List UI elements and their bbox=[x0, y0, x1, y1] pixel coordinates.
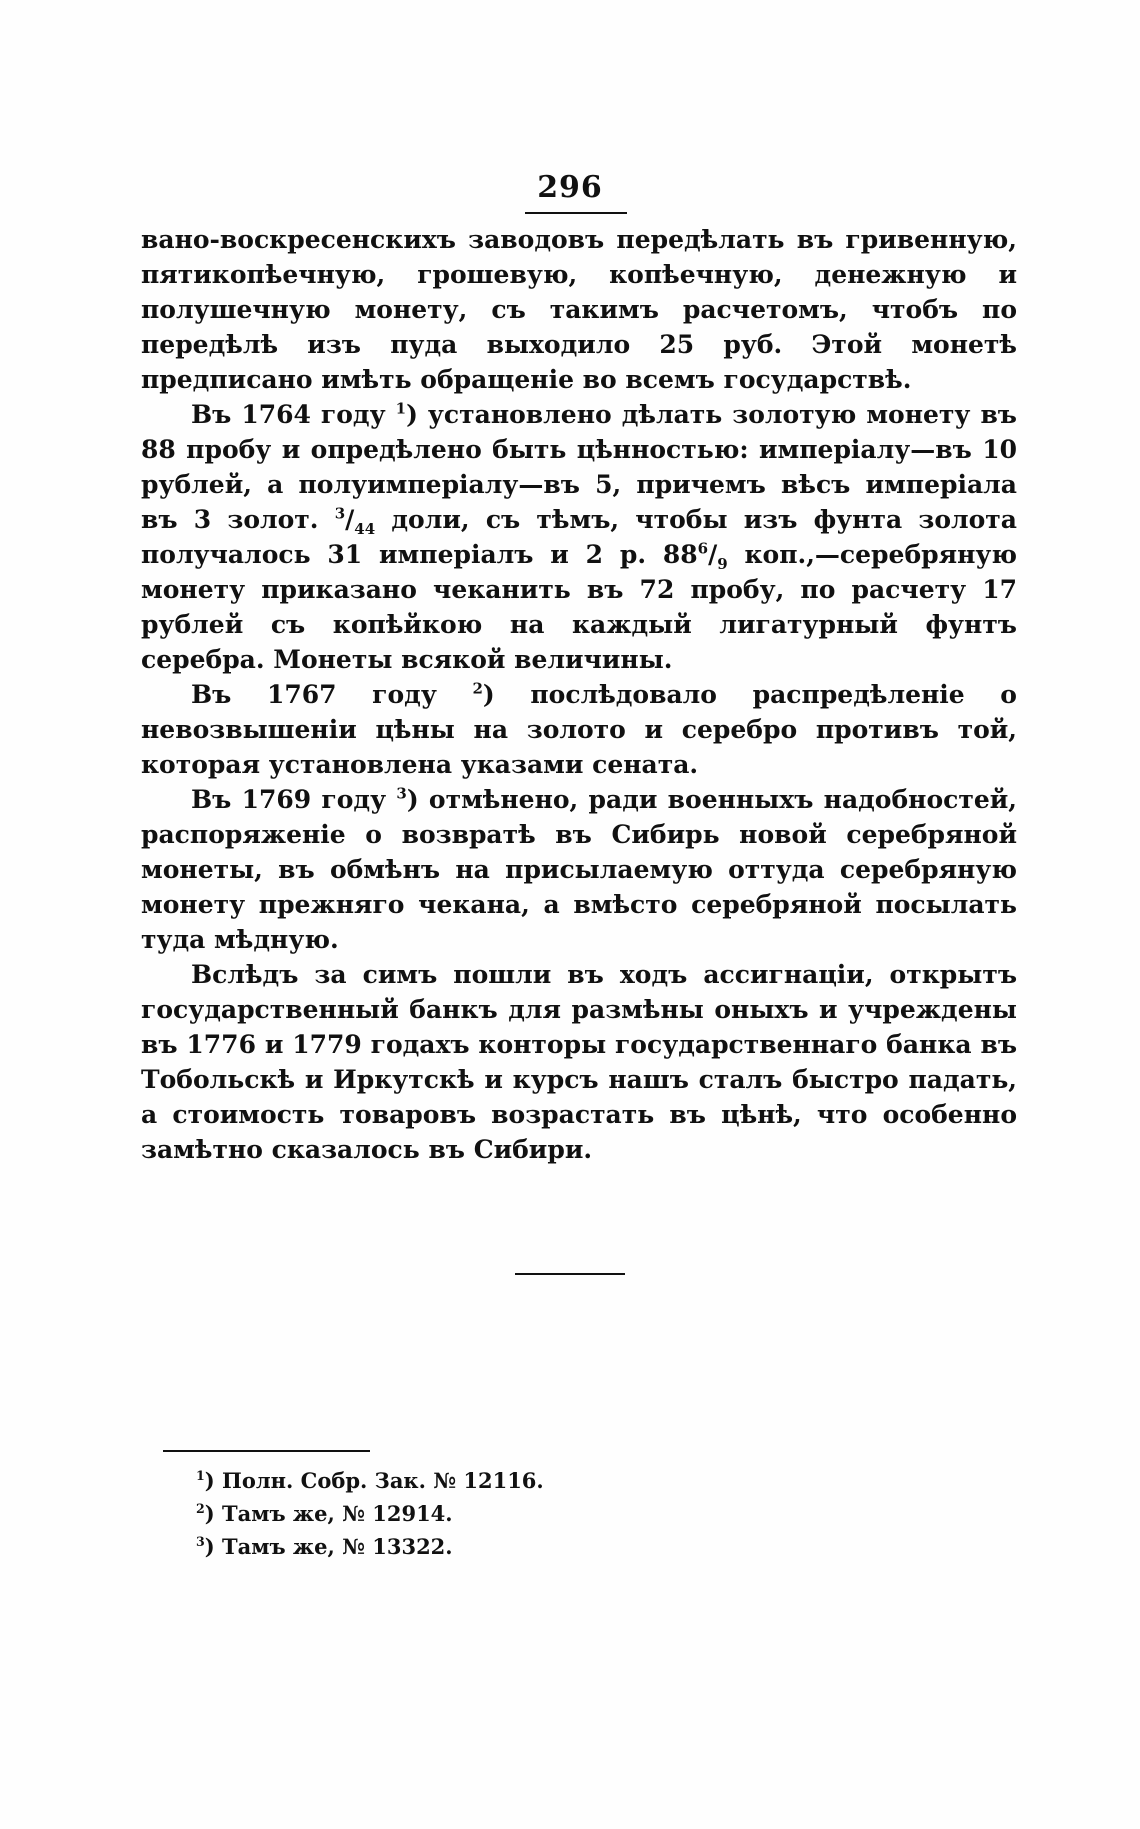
text-run: / bbox=[345, 505, 355, 534]
footnote-text: ) Тамъ же, № 13322. bbox=[204, 1534, 453, 1559]
fraction-denominator: 9 bbox=[717, 555, 728, 573]
footnote-3 bbox=[196, 1530, 696, 1563]
paragraph-4 bbox=[141, 782, 1017, 957]
paragraph-2 bbox=[141, 397, 1017, 677]
fraction-denominator: 44 bbox=[354, 520, 376, 538]
text-run: ) послѣдовало распредѣленіе о невозвышеніи цѣны на золото и серебро противъ той, которая установлена указами сената. bbox=[141, 680, 1017, 779]
footnote-separator bbox=[163, 1450, 370, 1452]
footnote-reference: 3 bbox=[334, 504, 346, 523]
text-run: ) установлено дѣлать золотую монету въ 88 пробу и опредѣлено быть цѣнностью: имперіалу—въ 10 рублей, а полуимперіалу—въ 5, причемъ вѣсъ имперіала въ 3 золот. bbox=[141, 400, 1017, 534]
footnote-text: ) Тамъ же, № 12914. bbox=[204, 1501, 453, 1526]
text-run: / bbox=[708, 540, 718, 569]
footnote-text: ) Полн. Собр. Зак. № 12116. bbox=[204, 1468, 544, 1493]
text-run: ) отмѣнено, ради военныхъ надобностей, распоряженіе о возвратѣ въ Сибирь новой серебряной монеты, въ обмѣнъ на присылаемую оттуда серебряную монету прежняго чекана, а вмѣсто серебряной посылать туда мѣдную. bbox=[141, 785, 1017, 954]
page-number-underline bbox=[525, 212, 627, 214]
paragraph-3 bbox=[141, 677, 1017, 782]
footnote-1 bbox=[196, 1464, 696, 1497]
section-divider bbox=[515, 1273, 625, 1275]
text-run: Вслѣдъ за симъ пошли въ ходъ ассигнаціи, открытъ государственный банкъ для размѣны оныхъ и учреждены въ 1776 и 1779 годахъ конторы государственнаго банка въ Тобольскѣ и Иркутскѣ и курсъ нашъ сталъ быстро падать, а стоимость товаровъ возрастать въ цѣнѣ, что особенно замѣтно сказалось въ Сибири. bbox=[141, 960, 1017, 1164]
main-text bbox=[141, 222, 1017, 1167]
paragraph-5 bbox=[141, 957, 1017, 1167]
page-number: 296 bbox=[537, 170, 603, 205]
footnote-marker: 3 bbox=[196, 1534, 205, 1549]
footnote-marker: 1 bbox=[196, 1468, 205, 1483]
text-run: коп.,—серебряную монету приказано чеканить въ 72 пробу, по расчету 17 рублей съ копѣйкою на каждый лигатурный фунтъ серебра. Монеты всякой величины. bbox=[141, 540, 1017, 674]
text-run: Въ 1769 году bbox=[191, 785, 397, 814]
footnote-marker: 2 bbox=[196, 1501, 205, 1516]
footnote-reference: 6 bbox=[697, 539, 709, 558]
footnotes bbox=[196, 1464, 696, 1563]
text-run: Въ 1764 году bbox=[191, 400, 396, 429]
footnote-reference: 1 bbox=[395, 399, 407, 418]
footnote-reference: 3 bbox=[396, 784, 407, 803]
text-run: доли, съ тѣмъ, чтобы изъ фунта золота получалось 31 имперіалъ и 2 р. 88 bbox=[141, 505, 1017, 569]
paragraph-1 bbox=[141, 222, 1017, 397]
text-run: Въ 1767 году bbox=[191, 680, 473, 709]
footnote-2 bbox=[196, 1497, 696, 1530]
text-run: вано-воскресенскихъ заводовъ передѣлать въ гривенную, пятикопѣечную, грошевую, копѣечную, денежную и полушечную монету, съ такимъ расчетомъ, чтобъ по передѣлѣ изъ пуда выходило 25 руб. Этой монетѣ предписано имѣть обращеніе во всемъ государствѣ. bbox=[141, 225, 1017, 394]
footnote-reference: 2 bbox=[472, 679, 483, 698]
